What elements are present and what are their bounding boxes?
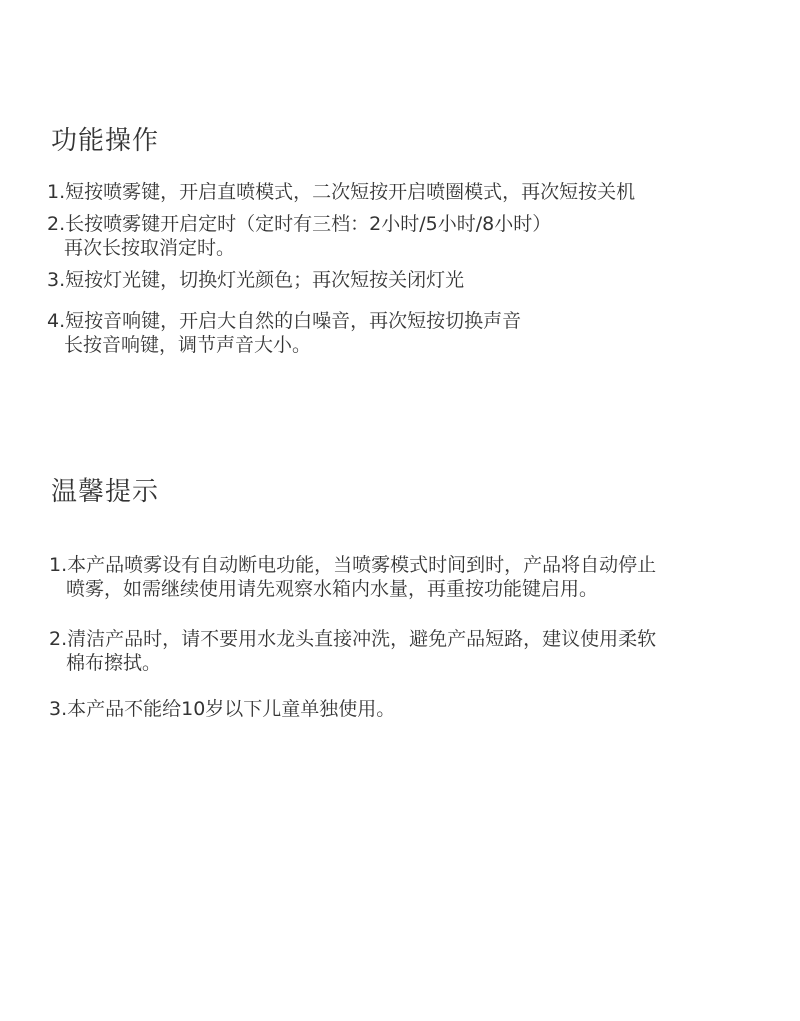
operation-item-4-line2: 长按音响键，调节声音大小。 [64,334,312,356]
tip-item-2-line2: 棉布擦拭。 [66,652,162,674]
tip-item-1-line1: 1.本产品喷雾设有自动断电功能，当喷雾模式时间到时，产品将自动停止 [49,554,657,576]
operation-item-4-line1: 4.短按音响键，开启大自然的白噪音，再次短按切换声音 [47,310,522,332]
tips-title: 温馨提示 [51,477,160,507]
tip-item-3 [49,697,784,721]
tip-item-3-line1: 3.本产品不能给10岁以下儿童单独使用。 [49,698,396,720]
operation-item-2-line1: 2.长按喷雾键开启定时（定时有三档：2小时/5小时/8小时） [47,213,552,235]
tips-list [49,553,784,747]
operations-list [47,180,782,369]
operation-item-1 [47,180,782,204]
operation-item-1-line1: 1.短按喷雾键，开启直喷模式，二次短按开启喷圈模式，再次短按关机 [47,181,636,203]
tip-item-2-line1: 2.清洁产品时，请不要用水龙头直接冲洗，避免产品短路，建议使用柔软 [49,628,657,650]
tip-item-2 [49,627,784,675]
operation-item-2 [47,212,782,260]
operation-item-2-line2: 再次长按取消定时。 [64,237,236,259]
operations-title: 功能操作 [51,126,160,156]
tip-item-1 [49,553,784,601]
operation-item-4 [47,309,782,357]
tip-item-1-line2: 喷雾，如需继续使用请先观察水箱内水量，再重按功能键启用。 [66,578,599,600]
operation-item-3-line1: 3.短按灯光键，切换灯光颜色；再次短按关闭灯光 [47,269,465,291]
operation-item-3 [47,268,782,292]
